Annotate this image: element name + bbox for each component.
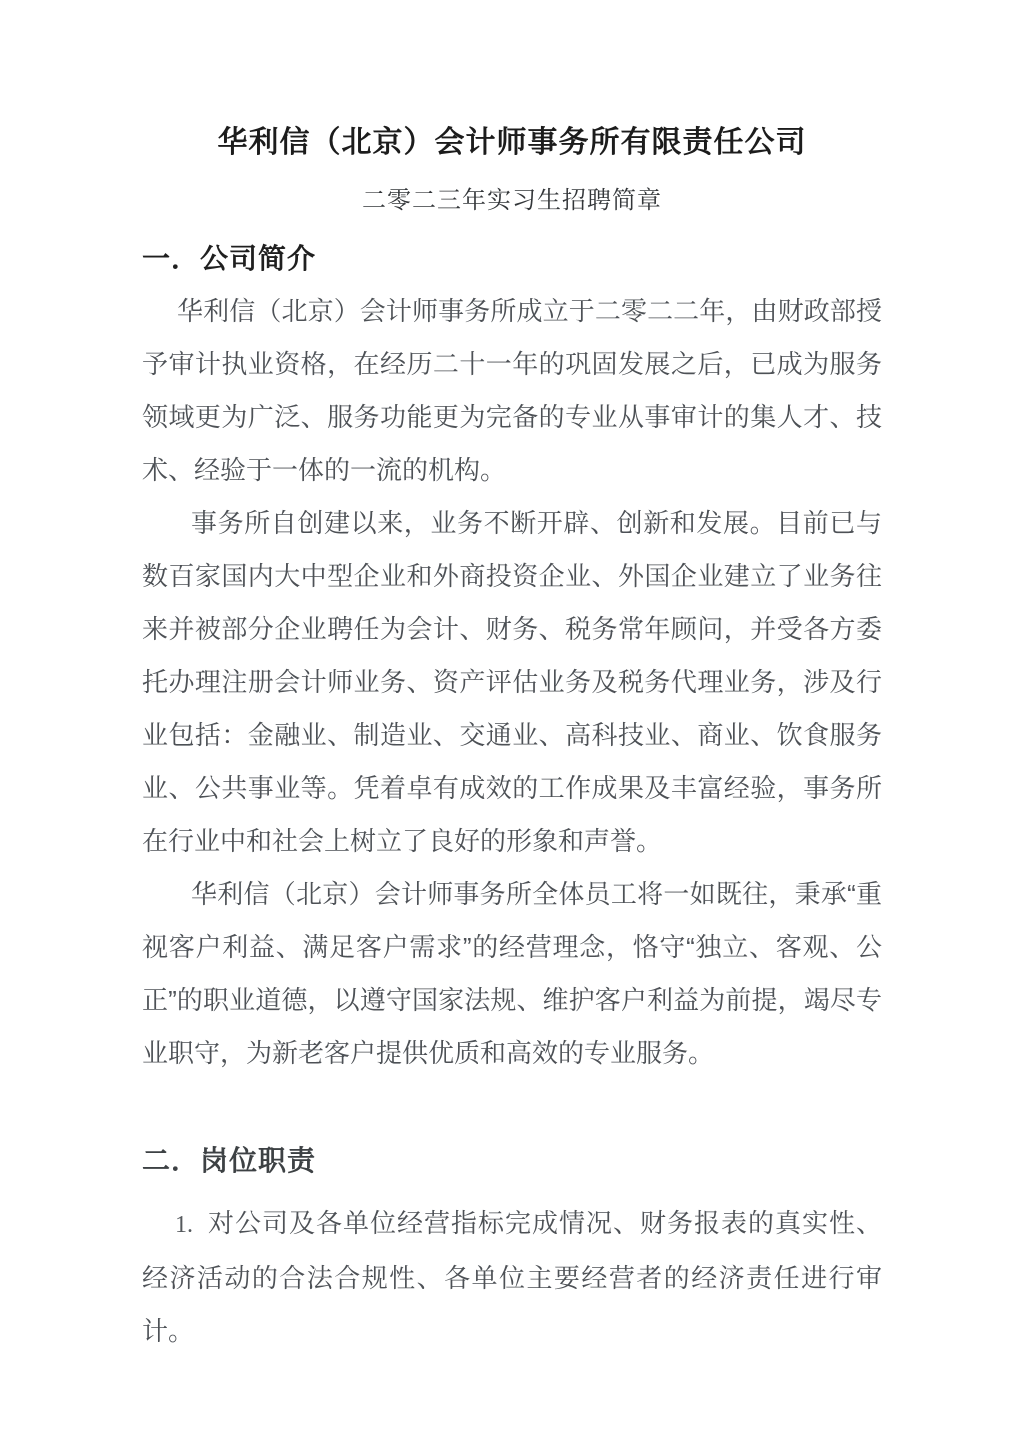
paragraph-business-development: 事务所自创建以来，业务不断开辟、创新和发展。目前已与数百家国内大中型企业和外商投资企业、外国企业建立了业务往来并被部分企业聘任为会计、财务、税务常年顾问，并受各方委托办理注册会计师业务、资产评估业务及税务代理业务，涉及行业包括：金融业、制造业、交通业、高科技业、商业、饮食服务业、公共事业等。凭着卓有成效的工作成果及丰富经验，事务所在行业中和社会上树立了良好的形象和声誉。 — [142, 508, 882, 856]
list-item-audit-duty — [142, 1197, 882, 1358]
section-heading-company-intro: 一．公司简介 — [142, 243, 317, 274]
document-subtitle: 二零二三年实习生招聘简章 — [362, 187, 662, 214]
list-item-text: 对公司及各单位经营指标完成情况、财务报表的真实性、经济活动的合法合规性、各单位主要经营者的经济责任进行审计。 — [142, 1208, 882, 1346]
paragraph-service-philosophy: 华利信（北京）会计师事务所全体员工将一如既往，秉承“重视客户利益、满足客户需求”的经营理念，恪守“独立、客观、公正”的职业道德，以遵守国家法规、维护客户利益为前提，竭尽专业职守，为新老客户提供优质和高效的专业服务。 — [142, 879, 882, 1068]
document-title: 华利信（北京）会计师事务所有限责任公司 — [217, 126, 807, 159]
paragraph-company-founding: 华利信（北京）会计师事务所成立于二零二二年，由财政部授予审计执业资格，在经历二十一年的巩固发展之后，已成为服务领域更为广泛、服务功能更为完备的专业从事审计的集人才、技术、经验于一体的一流的机构。 — [142, 296, 882, 485]
list-item-number: 1. — [175, 1212, 193, 1238]
section-heading-job-duties: 二．岗位职责 — [142, 1145, 317, 1176]
